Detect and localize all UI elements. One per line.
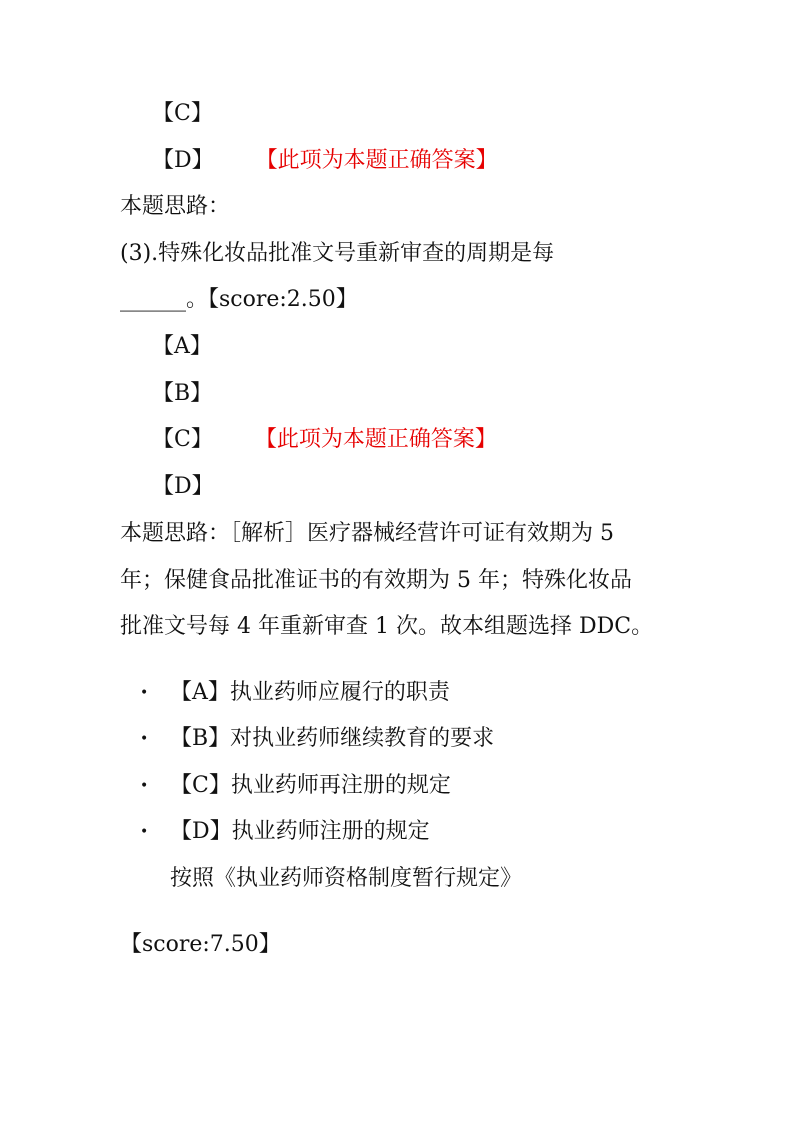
bullet-icon: • [140, 685, 149, 701]
group-option-a [140, 678, 450, 708]
q3-option-d: 【D】 [152, 474, 214, 499]
group-instruction: 按照《执业药师资格制度暂行规定》 [170, 866, 523, 891]
q3-analysis-line1: 本题思路：［解析］医疗器械经营许可证有效期为 5 [120, 521, 614, 546]
q2-option-d [152, 146, 498, 176]
bullet-icon: • [140, 778, 149, 794]
q2-option-c-label: 【C】 [152, 101, 213, 126]
q3-analysis-line2: 年；保健食品批准证书的有效期为 5 年；特殊化妆品 [120, 568, 632, 593]
q2-analysis: 本题思路： [120, 194, 231, 219]
q3-stem-line1: (3).特殊化妆品批准文号重新审查的周期是每 [120, 241, 555, 266]
group-option-b-text: 【B】对执业药师继续教育的要求 [170, 726, 495, 751]
bullet-icon: • [140, 731, 149, 747]
group-option-c-text: 【C】执业药师再注册的规定 [170, 773, 451, 798]
q3-correct-answer-marker: 【此项为本题正确答案】 [254, 427, 497, 452]
group-option-a-text: 【A】执业药师应履行的职责 [170, 680, 450, 705]
group-option-d-text: 【D】执业药师注册的规定 [170, 819, 430, 844]
group-score: 【score:7.50】 [120, 932, 281, 957]
q3-stem-line2: ______。【score:2.50】 [120, 287, 358, 312]
bullet-icon: • [140, 824, 149, 840]
group-option-d [140, 817, 430, 847]
group-option-c [140, 771, 451, 801]
q3-option-c-label: 【C】 [152, 427, 213, 452]
q2-option-d-label: 【D】 [152, 148, 214, 173]
group-option-b [140, 724, 494, 754]
q2-option-c [152, 99, 213, 129]
q3-option-c [152, 425, 497, 455]
q3-option-b: 【B】 [152, 381, 213, 406]
q2-correct-answer-marker: 【此项为本题正确答案】 [255, 148, 498, 173]
q3-option-a: 【A】 [152, 334, 212, 359]
q3-analysis-line3: 批准文号每 4 年重新审查 1 次。故本组题选择 DDC。 [120, 614, 654, 639]
